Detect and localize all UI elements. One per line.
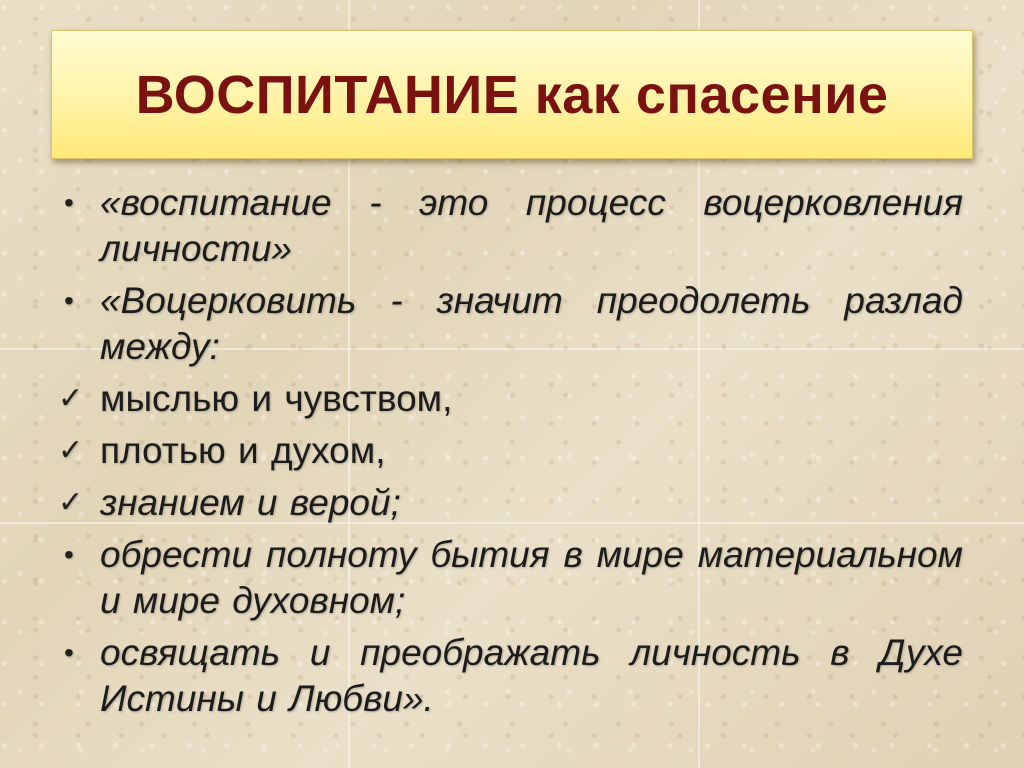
- list-item: [58, 278, 963, 370]
- list-item: [58, 630, 963, 722]
- check-icon: ✓: [58, 486, 84, 519]
- bullet-icon: •: [64, 285, 74, 316]
- bullet-icon: •: [64, 637, 74, 668]
- list-item-text: обрести полноту бытия в мире материальном и мире духовном;: [100, 534, 963, 621]
- check-icon: ✓: [58, 434, 84, 467]
- list-item-text: знанием и верой;: [100, 482, 401, 523]
- bullet-icon: •: [64, 539, 74, 570]
- list-item: [58, 376, 963, 422]
- slide-title-box: [51, 30, 973, 159]
- list-item-text: мыслью и чувством,: [100, 378, 453, 419]
- list-item-text: плотью и духом,: [100, 430, 386, 471]
- slide-content: [58, 180, 963, 728]
- list-item-text: «воспитание - это процесс воцерковления личности»: [100, 182, 963, 269]
- list-item-text: освящать и преображать личность в Духе Истины и Любви».: [100, 632, 963, 719]
- list-item: [58, 428, 963, 474]
- bullet-icon: •: [64, 187, 74, 218]
- slide-title: ВОСПИТАНИЕ как спасение: [135, 64, 889, 125]
- list-item-text: «Воцерковить - значит преодолеть разлад между:: [100, 280, 963, 367]
- list-item: [58, 480, 963, 526]
- list-item: [58, 180, 963, 272]
- check-icon: ✓: [58, 382, 84, 415]
- list-item: [58, 532, 963, 624]
